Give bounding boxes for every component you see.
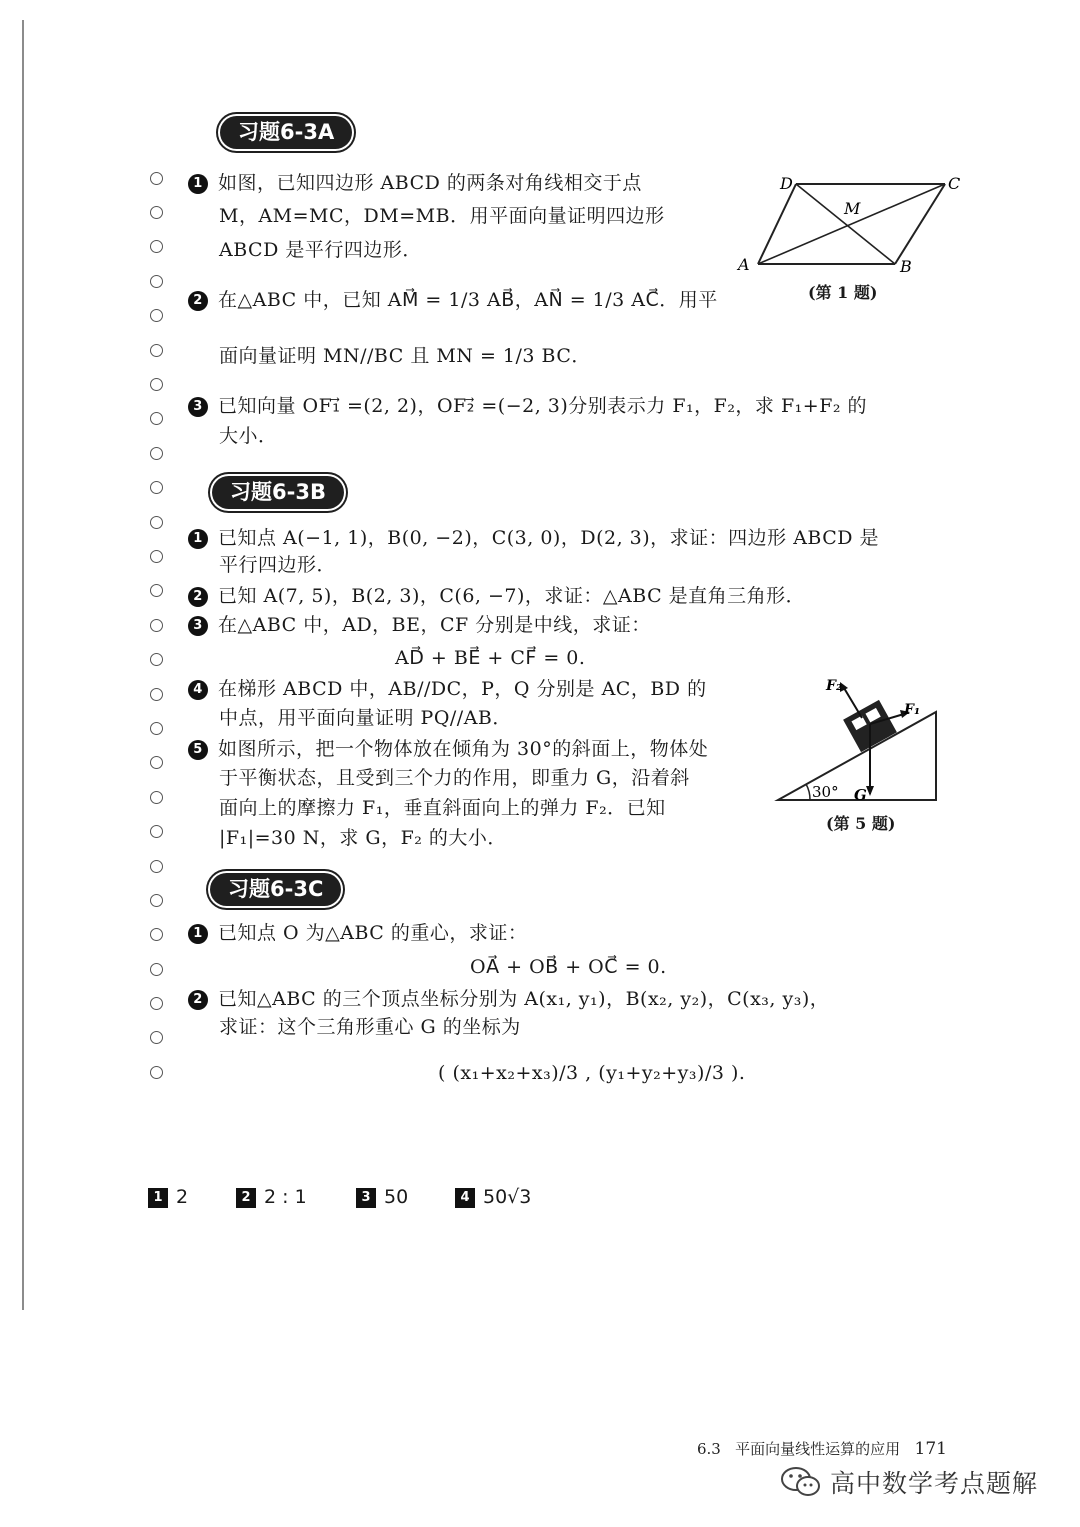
label-c: C [948,174,961,193]
page-footer [697,1438,947,1459]
binder-hole [150,619,163,632]
label-a: A [738,255,750,274]
problem-number: 4 [188,680,208,700]
problem-b5-line4: |F₁|=30 N，求 G，F₂ 的大小． [219,827,507,849]
problem-b1-line1: 1 已知点 A(−1, 1)，B(0, −2)，C(3, 0)，D(2, 3)，求证：四边形 ABCD 是 [188,525,879,551]
problem-a1-line2: M，AM=MC，DM=MB．用平面向量证明四边形 [219,205,665,227]
binder-hole [150,1031,163,1044]
binder-hole [150,756,163,769]
problem-number: 2 [188,587,208,607]
problem-number: 1 [188,174,208,194]
binder-hole [150,825,163,838]
problem-a2-line2: 面向量证明 MN//BC 且 MN = 1/3 BC． [219,345,591,367]
page-edge [22,20,24,1310]
figure5-caption: (第 5 题) [826,814,896,833]
binder-hole [150,963,163,976]
answer-1: 1 2 [148,1184,188,1210]
footer-title: 平面向量线性运算的应用 [735,1440,901,1458]
problem-number: 3 [188,397,208,417]
problem-number: 5 [188,740,208,760]
gravity-arrowhead [866,786,874,796]
problem-a3-line2: 大小． [219,425,278,447]
binder-hole [150,309,163,322]
binder-hole [150,275,163,288]
label-g: G [854,786,867,804]
problem-a1-line3: ABCD 是平行四边形． [219,239,422,261]
binder-hole [150,481,163,494]
binder-hole [150,894,163,907]
answer-3: 3 50 [356,1184,408,1210]
answer-2: 2 2 : 1 [236,1184,307,1210]
problem-b3-line1: 3 在△ABC 中，AD，BE，CF 分别是中线，求证： [188,612,651,638]
binder-hole [150,997,163,1010]
problem-c1-line1: 1 已知点 O 为△ABC 的重心，求证： [188,920,527,946]
label-f2: F₂ [826,678,843,694]
binder-hole [150,344,163,357]
problem-number: 1 [188,529,208,549]
diagonal-bd [796,184,895,264]
problem-b4-line1: 4 在梯形 ABCD 中，AB//DC，P，Q 分别是 AC，BD 的 [188,676,707,702]
binder-hole [150,206,163,219]
binder-hole [150,447,163,460]
problem-a1-line1: 1 如图，已知四边形 ABCD 的两条对角线相交于点 [188,170,642,196]
section-title-c: 习题6-3C [210,873,341,906]
answer-number: 2 [236,1188,256,1208]
figure-incline [770,670,950,810]
wechat-icon [780,1465,822,1499]
binder-hole [150,722,163,735]
answer-number: 4 [455,1188,475,1208]
problem-a2-line1: 2 在△ABC 中，已知 AM⃗ = 1/3 AB⃗，AN⃗ = 1/3 AC⃗．用平 [188,287,718,313]
binder-hole [150,928,163,941]
binder-hole [150,688,163,701]
label-b: B [900,257,912,276]
section-title-b: 习题6-3B [212,476,344,509]
binder-hole [150,516,163,529]
problem-c2-formula: ( (x₁+x₂+x₃)/3 , (y₁+y₂+y₃)/3 ). [438,1062,746,1084]
label-angle: 30° [812,783,839,801]
edge-da [758,184,796,264]
problem-c2-line1: 2 已知△ABC 的三个顶点坐标分别为 A(x₁, y₁)，B(x₂, y₂)，C(x₃, y₃)， [188,986,829,1012]
problem-c2-line2: 求证：这个三角形重心 G 的坐标为 [219,1016,521,1038]
problem-b2-line1: 2 已知 A(7, 5)，B(2, 3)，C(6, −7)，求证：△ABC 是直角三角形． [188,583,805,609]
binder-hole [150,550,163,563]
problem-number: 2 [188,990,208,1010]
answer-number: 3 [356,1188,376,1208]
binder-hole [150,791,163,804]
answer-4: 4 50√3 [455,1184,531,1210]
binder-hole [150,240,163,253]
page-number: 171 [914,1439,947,1459]
problem-b3-equation: AD⃗ + BE⃗ + CF⃗ = 0. [395,647,586,669]
problem-b5-line3: 面向上的摩擦力 F₁，垂直斜面向上的弹力 F₂．已知 [219,797,666,819]
edge-bc [895,184,945,264]
label-m: M [844,199,861,218]
problem-b4-line2: 中点，用平面向量证明 PQ//AB． [219,707,512,729]
problem-b1-line2: 平行四边形． [219,554,337,576]
label-f1: F₁ [904,702,921,718]
angle-arc [806,784,810,800]
label-d: D [780,174,793,193]
problem-number: 2 [188,291,208,311]
answer-number: 1 [148,1188,168,1208]
binder-hole [150,378,163,391]
binder-hole [150,172,163,185]
binder-hole [150,860,163,873]
binder-hole [150,1066,163,1079]
section-title-a: 习题6-3A [220,116,352,149]
footer-section: 6.3 [697,1440,721,1458]
watermark-text: 高中数学考点题解 [830,1469,1039,1498]
diagonal-ac [758,184,945,264]
binder-hole [150,584,163,597]
binder-hole [150,412,163,425]
problem-b5-line2: 于平衡状态，且受到三个力的作用，即重力 G，沿着斜 [219,767,690,789]
problem-number: 3 [188,616,208,636]
problem-b5-line1: 5 如图所示，把一个物体放在倾角为 30°的斜面上，物体处 [188,736,708,762]
figure1-caption: (第 1 题) [808,283,878,302]
watermark [780,1464,1038,1500]
problem-a3-line1: 3 已知向量 OF₁⃗ =(2, 2)，OF₂⃗ =(−2, 3)分别表示力 F₁，F₂，求 F₁+F₂ 的 [188,393,867,419]
binder-hole [150,653,163,666]
problem-c1-equation: OA⃗ + OB⃗ + OC⃗ = 0. [470,956,667,978]
problem-number: 1 [188,924,208,944]
normal-arrow [844,688,862,718]
